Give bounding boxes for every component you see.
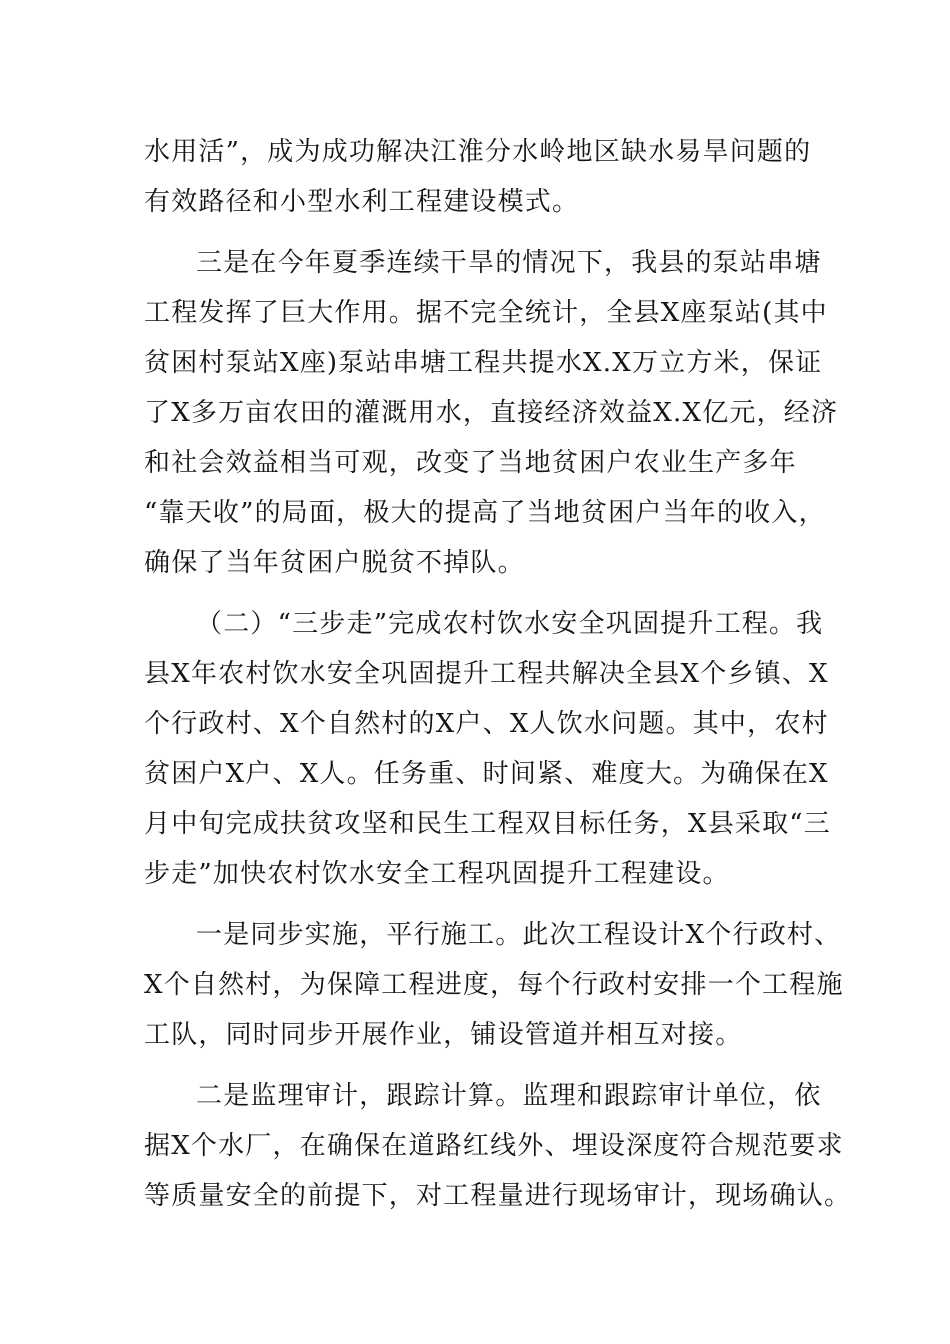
- paragraph-line: “靠天收”的局面，极大的提高了当地贫困户当年的收入，: [144, 498, 826, 528]
- paragraph-line: 据X个水厂，在确保在道路红线外、埋设深度符合规范要求: [144, 1131, 844, 1161]
- paragraph-line: 确保了当年贫困户脱贫不掉队。: [144, 548, 525, 578]
- paragraph-line: 贫困户X户、X人。任务重、时间紧、难度大。为确保在X: [144, 759, 829, 789]
- paragraph-line: 工程发挥了巨大作用。据不完全统计，全县X座泵站(其中: [144, 298, 828, 328]
- paragraph-line: 三是在今年夏季连续干旱的情况下，我县的泵站串塘: [196, 248, 822, 278]
- paragraph-line: 月中旬完成扶贫攻坚和民生工程双目标任务，X县采取“三: [144, 809, 832, 839]
- paragraph-line: 一是同步实施，平行施工。此次工程设计X个行政村、: [196, 920, 842, 950]
- paragraph-line: 步走”加快农村饮水安全工程巩固提升工程建设。: [144, 859, 730, 889]
- paragraph-line: 工队，同时同步开展作业，铺设管道并相互对接。: [144, 1020, 743, 1050]
- paragraph-line: 贫困村泵站X座)泵站串塘工程共提水X.X万立方米，保证: [144, 348, 823, 378]
- paragraph-line: 和社会效益相当可观，改变了当地贫困户农业生产多年: [144, 448, 797, 478]
- paragraph-line: 二是监理审计，跟踪计算。监理和跟踪审计单位，依: [196, 1081, 822, 1111]
- paragraph-line: 县X年农村饮水安全巩固提升工程共解决全县X个乡镇、X: [144, 659, 829, 689]
- paragraph-line: 有效路径和小型水利工程建设模式。: [144, 187, 580, 217]
- paragraph-line: 水用活”，成为成功解决江淮分水岭地区缺水易旱问题的: [144, 137, 812, 167]
- paragraph-line: X个自然村，为保障工程进度，每个行政村安排一个工程施: [144, 970, 844, 1000]
- paragraph-line: 了X多万亩农田的灌溉用水，直接经济效益X.X亿元，经济: [144, 398, 839, 428]
- paragraph-line: （二）“三步走”完成农村饮水安全巩固提升工程。我: [196, 609, 824, 639]
- paragraph-line: 等质量安全的前提下，对工程量进行现场审计，现场确认。: [144, 1181, 852, 1211]
- paragraph-line: 个行政村、X个自然村的X户、X人饮水问题。其中，农村: [144, 709, 829, 739]
